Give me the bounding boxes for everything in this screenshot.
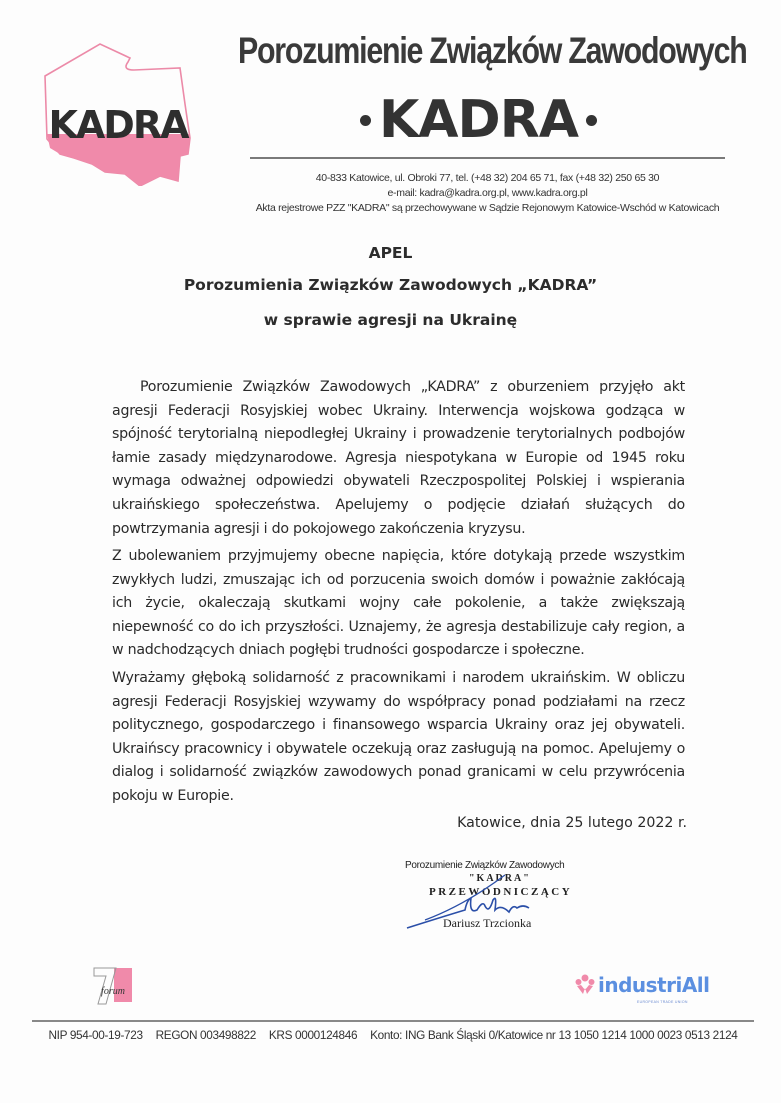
kadra-logo — [30, 36, 205, 186]
header-divider — [250, 157, 725, 159]
handwritten-signature-icon — [405, 870, 575, 930]
poland-map-icon — [30, 36, 205, 186]
bullet-dot-icon — [360, 115, 371, 126]
document-title: APEL — [368, 244, 413, 262]
svg-text:forum: forum — [101, 986, 125, 997]
stamp-name: Dariusz Trzcionka — [443, 916, 532, 930]
org-name-heading: Porozumienie Związków Zawodowych — [238, 30, 747, 71]
paragraph: Wyrażamy głęboką solidarność z pracownikami i narodem ukraińskim. W obliczu agresji Federacji Rosyjskiej wzywamy do współpracy ponad podziałami na rzecz politycznego, gospodarczego i finansowego wsparcia Ukrainy oraz jej obywateli. Ukraińscy pracownicy i obywatele oczekują oraz zasługują na pomoc. Apelujemy o dialog i solidarność związków zawodowych ponad granicami w celu przywrócenia pokoju w Europie. — [112, 670, 685, 804]
document-subject: w sprawie agresji na Ukrainę — [263, 311, 518, 329]
stamp-org: Porozumienie Związków Zawodowych — [405, 860, 565, 871]
paragraph: Z ubolewaniem przyjmujemy obecne napięcia, które dotykają przede wszystkim zwykłych ludzi, zmuszając ich od porzucenia swoich domów i poważnie zakłócają ich życie, okaleczają skutkami wojny całe pokolenie, a także zwiększają niepewność co do ich przyszłości. Uznajemy, że agresja destabilizuje cały region, a w nadchodzących dniach pogłębi trudności gospodarcze i społeczne. — [112, 548, 685, 659]
contact-block — [240, 171, 735, 216]
footer-divider — [32, 1020, 754, 1022]
industriall-wordmark: industriAll — [598, 973, 710, 997]
place-and-date: Katowice, dnia 25 lutego 2022 r. — [457, 815, 687, 831]
regon-number: REGON 003498822 — [155, 1028, 256, 1042]
paragraph: Porozumienie Związków Zawodowych „KADRA” z oburzeniem przyjęło akt agresji Federacji Rosyjskiej wobec Ukrainy. Interwencja wojskowa godząca w spójność terytorialną niepodległej Ukrainy i prowadzenie terytorialnych podbojów łamie zasady międzynarodowe. Agresja niespotykana w Europie od 1945 roku wymaga odważnej odpowiedzi obywateli Rzeczpospolitej Polskiej i wspierania ukraińskiego społeczeństwa. Apelujemy o podjęcie działań służących do powtrzymania agresji i do pokojowego zakończenia kryzysu. — [112, 379, 685, 537]
registry-line: Akta rejestrowe PZZ "KADRA" są przechowywane w Sądzie Rejonowym Katowice-Wschód w Katowicach — [255, 202, 720, 214]
bank-account: Konto: ING Bank Śląski 0/Katowice nr 13 1050 1214 1000 0023 0513 2124 — [370, 1028, 738, 1042]
brand-wordmark — [360, 90, 597, 150]
svg-text:KADRA: KADRA — [48, 103, 188, 147]
krs-number: KRS 0000124846 — [268, 1028, 358, 1042]
nip-number: NIP 954-00-19-723 — [48, 1028, 143, 1042]
signature-stamp — [405, 860, 575, 940]
bullet-dot-icon — [586, 115, 597, 126]
industriall-tagline: EUROPEAN TRADE UNION — [637, 1000, 688, 1004]
forum-z-icon — [92, 966, 134, 1006]
document-subtitle: Porozumienia Związków Zawodowych „KADRA” — [183, 276, 598, 294]
stamp-kadra: "KADRA" — [469, 873, 531, 884]
email-line: e-mail: kadra@kadra.org.pl, www.kadra.org.pl — [387, 187, 588, 199]
industriall-logo — [575, 973, 710, 1004]
footer-registry-info — [32, 1028, 754, 1042]
brand-name: KADRA — [379, 90, 578, 150]
forum-logo — [92, 966, 134, 1006]
stamp-role: PRZEWODNICZĄCY — [429, 886, 573, 898]
industriall-people-icon — [575, 974, 595, 996]
address-line: 40-833 Katowice, ul. Obroki 77, tel. (+48 32) 204 65 71, fax (+48 32) 250 65 30 — [315, 172, 660, 184]
